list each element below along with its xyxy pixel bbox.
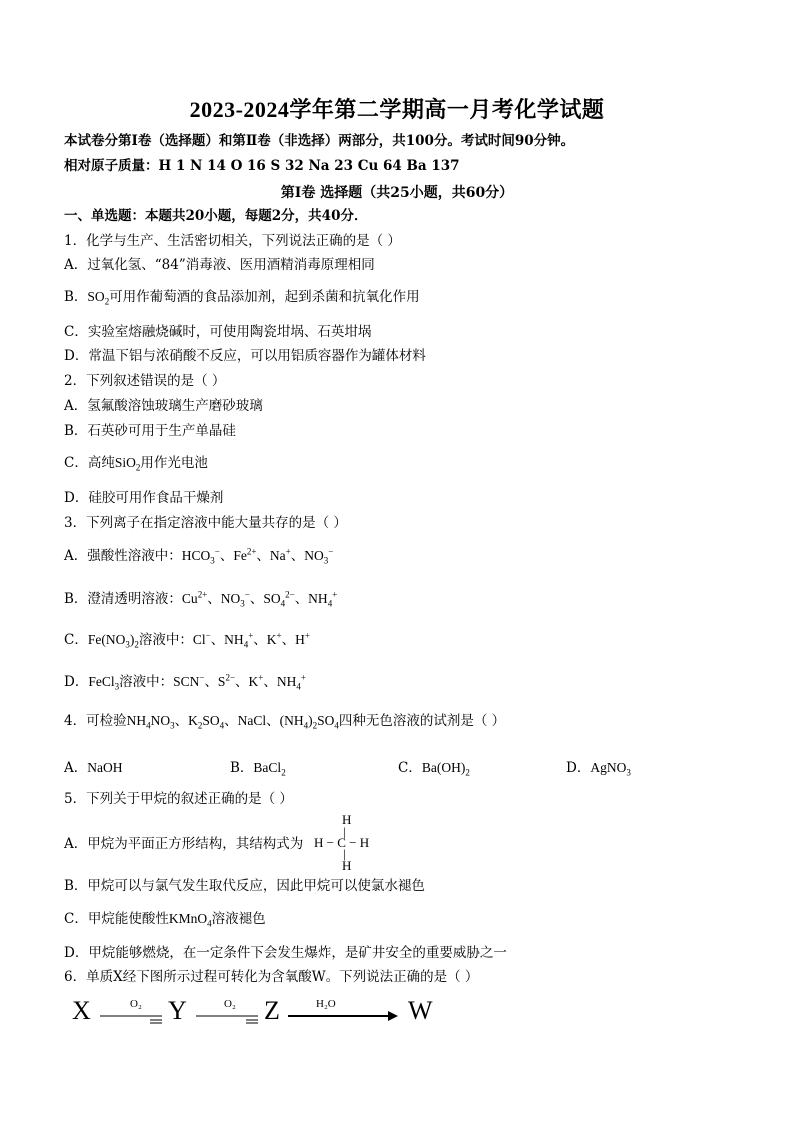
q2-option-d: D．硅胶可用作食品干燥剂 [64,490,224,506]
q5-option-b: B．甲烷可以与氯气发生取代反应，因此甲烷可以使氯水褪色 [64,878,425,894]
q1-option-a: A．过氧化氢、“84”消毒液、医用酒精消毒原理相同 [64,257,375,273]
q4-options [64,756,764,776]
exam-page: 2023-2024学年第二学期高一月考化学试题 本试卷分第Ⅰ卷（选择题）和第Ⅱ卷（非选择）两部分，共100分。考试时间90分钟。 相对原子质量：H 1 N 14 O 16 S 32 Na 23 Cu 64 Ba 137 第Ⅰ卷 选择题（共25小题，共60分） 一、单选题：本题共20小题，每题2分，共40分． 1．化学与生产、生活密切相关，下列说法正确的是（ ） A．过氧化氢、“84”消毒液、医用酒精消毒原理相同 B．$SO_2$可用作葡萄酒的食品添加剂，起到杀菌和抗氧化作用 C．实验室熔融烧碱时，可使用陶瓷坩埚、石英坩埚 D．常温下铝与浓硝酸不反应，可以用铝质容器作为罐体材料 2．下列叙述错误的是（ ） A．氢氟酸溶蚀玻璃生产磨砂玻璃 B．石英砂可用于生产单晶硅 C．高纯SiO$_2$用作光电池 D．硅胶可用作食品干燥剂 3．下列离子在指定溶液中能大量共存的是（ ） A．强酸性溶液中：$HCO_3^-$、$Fe^{2+}$、Na+、$NO_3^-$ B．澄清透明溶液：$Cu^{2+}$、$NO_3^-$、$SO_4^{2-}$、$NH_4^+$ C．$Fe(NO_3)_2$溶液中：Cl−、$NH_4^+$、K+、H+ D．FeCl$_3$溶液中：SCN−、$S^{2-}$、K+、$NH_4^+$ 4．可检验$NH_4NO_3$、$K_2SO_4$、NaCl、$(NH_4)_2SO_4$四种无色溶液的试剂是（ ） A．NaOH B．BaCl$_2$ C．$Ba(OH)_2$ D．AgNO$_3$ 5．下列关于甲烷的叙述正确的是（ ） A．甲烷为平面正方形结构，其结构式为 H | H − C − H | H B．甲烷可以与氯气发生取代反应，因此甲烷可以使氯水褪色 C．甲烷能使酸性KMnO$_4$溶液褪色 D．甲烷能够燃烧，在一定条件下会发生爆炸，是矿井安全的重要威胁之一 6．单质X经下图所示过程可转化为含氧酸W。下列说法正确的是（ ） X O₂ Y O₂ Z H₂O W [0,0,794,1123]
atomic-mass-line: 相对原子质量：H 1 N 14 O 16 S 32 Na 23 Cu 64 Ba 137 [64,158,460,174]
q2-option-b: B．石英砂可用于生产单晶硅 [64,423,236,439]
page-title: 2023-2024学年第二学期高一月考化学试题 [189,97,605,122]
q3-stem: 3．下列离子在指定溶液中能大量共存的是（ ） [64,515,347,531]
q5-option-a: A．甲烷为平面正方形结构，其结构式为 [64,836,304,852]
q2-option-a: A．氢氟酸溶蚀玻璃生产磨砂玻璃 [64,398,263,414]
reaction-scheme [72,996,472,1036]
q1-option-d: D．常温下铝与浓硝酸不反应，可以用铝质容器作为罐体材料 [64,348,426,364]
q4-option-d: D．AgNO$_3$ [566,760,631,778]
q5-option-d: D．甲烷能够燃烧，在一定条件下会发生爆炸，是矿井安全的重要威胁之一 [64,945,507,961]
reagent-h2o: H₂O [316,998,336,1010]
q1-option-c: C．实验室熔融烧碱时，可使用陶瓷坩埚、石英坩埚 [64,324,372,340]
q5-option-c: C．甲烷能使酸性KMnO$_4$溶液褪色 [64,911,266,929]
q4-option-c: C．$Ba(OH)_2$ [398,760,470,778]
q4-stem: 4．可检验$NH_4NO_3$、$K_2SO_4$、NaCl、$(NH_4)_2SO_4$四种无色溶液的试剂是（ ） [64,713,506,731]
q4-option-b: B．BaCl$_2$ [230,760,286,778]
reagent-o2-2: O₂ [224,998,236,1010]
intro-line: 本试卷分第Ⅰ卷（选择题）和第Ⅱ卷（非选择）两部分，共100分。考试时间90分钟。 [64,133,575,149]
q3-option-d: D．FeCl$_3$溶液中：SCN−、$S^{2-}$、K+、$NH_4^+$ [64,672,306,692]
q3-option-a: A．强酸性溶液中：$HCO_3^-$、$Fe^{2+}$、Na+、$NO_3^-$ [64,546,334,566]
q4-option-a: A．NaOH [64,760,123,776]
arrow-1 [100,1012,166,1024]
species-w: W [408,996,433,1025]
section1-heading: 一、单选题：本题共20小题，每题2分，共40分． [64,208,368,224]
part1-heading: 第Ⅰ卷 选择题（共25小题，共60分） [280,185,514,201]
species-z: Z [264,996,280,1025]
q3-option-c: C．$Fe(NO_3)_2$溶液中：Cl−、$NH_4^+$、K+、H+ [64,630,310,650]
q1-stem: 1．化学与生产、生活密切相关，下列说法正确的是（ ） [64,233,401,249]
q3-option-b: B．澄清透明溶液：$Cu^{2+}$、$NO_3^-$、$SO_4^{2-}$、$NH_4^+$ [64,589,338,609]
q6-stem: 6．单质X经下图所示过程可转化为含氧酸W。下列说法正确的是（ ） [64,969,479,985]
arrow-3 [288,1010,400,1022]
species-y: Y [168,996,187,1025]
q2-option-c: C．高纯SiO$_2$用作光电池 [64,455,208,473]
arrow-2 [196,1012,262,1024]
q2-stem: 2．下列叙述错误的是（ ） [64,373,226,389]
species-x: X [72,996,91,1025]
reagent-o2-1: O₂ [130,998,142,1010]
q5-stem: 5．下列关于甲烷的叙述正确的是（ ） [64,791,293,807]
q1-option-b: B．$SO_2$可用作葡萄酒的食品添加剂，起到杀菌和抗氧化作用 [64,289,420,307]
